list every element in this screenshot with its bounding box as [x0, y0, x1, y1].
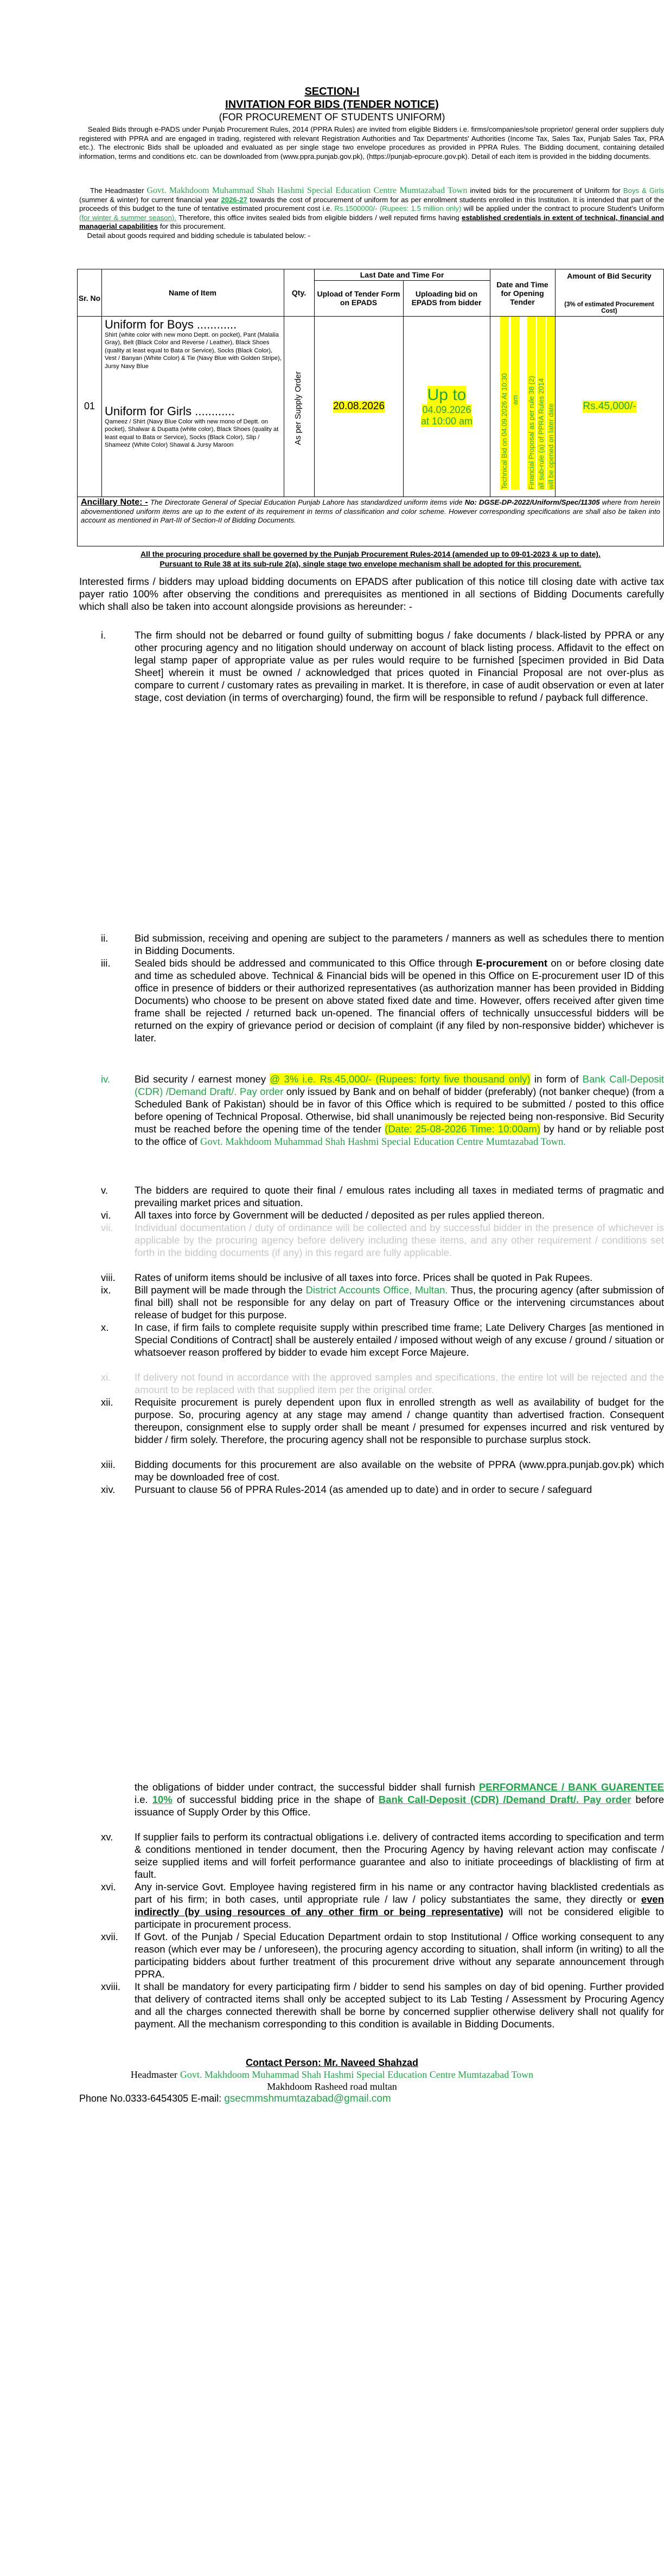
- org-name: Govt. Makhdoom Muhammad Shah Hashmi Special Education Centre Mumtazabad Town: [146, 186, 468, 195]
- boys-item-desc: Shirt (white color with new mono Deptt. on pocket), Pant (Malalia Gray), Belt (Black Color and Reverse / Leather), Black Shoes (quality at least equal to Bata or Service), Socks (Black Color), Vest / Banyan (White Color) & Tie (Navy Blue with Golden Stripe), Jursy Navy Blue: [105, 332, 282, 370]
- item-numeral: xv.: [101, 1831, 113, 1843]
- qty-value: As per Supply Order: [293, 371, 303, 445]
- condition-text: Bill payment will be made through the: [135, 1284, 303, 1296]
- intro-paragraph: [79, 125, 664, 161]
- guarantee-percent: 10%: [152, 1794, 173, 1805]
- condition-text: in form of: [534, 1073, 579, 1085]
- condition-iv: [135, 1073, 664, 1149]
- opening-technical-am: am: [511, 317, 520, 490]
- ancillary-text: The Directorate General of Special Education Punjab Lahore has standardized uniform items vide: [150, 498, 463, 506]
- rules-line-2: Pursuant to Rule 38 at its sub-rule 2(a), single stage two envelope mechanism shall be adopted for this procurement.: [159, 559, 582, 568]
- col-header-last-date: Last Date and Time For: [360, 271, 444, 279]
- item-boys: [105, 318, 282, 370]
- page-subtitle: (FOR PROCUREMENT OF STUDENTS UNIFORM): [219, 112, 445, 123]
- girls-item-desc: Qameez / Shirt (Navy Blue Color with new mono of Deptt. on pocket), Shalwar & Dupatta (white color), Black Shoes (quality at least equal to Bata or Service), Socks (Black Color), Slip / Shameez (White Color) Shawal & Jursy Maroon: [105, 418, 279, 449]
- payment-instrument: Bank Call-Deposit (CDR) /Demand Draft/. Pay order: [135, 1073, 664, 1097]
- phone-email-line: [79, 2093, 391, 2105]
- item-numeral: vi.: [101, 1209, 111, 1221]
- ancillary-text-2: where from herein abovementioned uniform items are up to the extent of its requirement in terms of classification and color scheme. However corresponding specifications are shall also be taken into account as mentioned in Part-III of Section-II of Bidding Documents.: [81, 498, 661, 524]
- row-sr: 01: [84, 401, 95, 411]
- item-numeral: xiii.: [101, 1459, 116, 1470]
- org-name: Govt. Makhdoom Muhammad Shah Hashmi Special Education Centre Mumtazabad Town.: [200, 1137, 566, 1148]
- estimated-cost: Rs.1500000/- (Rupees: 1.5 million only): [334, 204, 462, 213]
- condition-xviii: It shall be mandatory for every participating firm / bidder to send his samples on day of bid opening. Further provided that delivery of contracted items shall only be accepted subject to its Lab Testing / Assessment by Procuring Agency and all the charges connected therewith shall be borne by concerned supplier otherwise delivery shall not qualify for payment. All the mechanism corresponding to this condition is available in Bidding Documents.: [135, 1981, 664, 2030]
- condition-text: Any in-service Govt. Employee having registered firm in his name or any contractor having blacklisted credentials as part of his firm; in both cases, until appropriate rule / law / policy substantiates the same, they directly or: [135, 1881, 664, 1905]
- table-divider: [314, 280, 490, 281]
- item-numeral: i.: [101, 629, 106, 641]
- girls-item-title: Uniform for Girls ............: [105, 404, 235, 418]
- ancillary-ref: No: DGSE-DP-2022/Uniform/Spec/11305: [464, 498, 600, 506]
- item-numeral: x.: [101, 1322, 109, 1333]
- upload-date-cell: [315, 316, 403, 497]
- item-numeral: xvi.: [101, 1881, 116, 1892]
- condition-xv: If supplier fails to perform its contractual obligations i.e. delivery of contracted items according to specification and term & conditions mentioned in tender document, then the Procuring Agency by having relevant action may confiscate / seize supplied items and will forfeit performance guarantee and also to initiate proceedings of blacklisting of firm at fault.: [135, 1831, 664, 1880]
- item-numeral: xiv.: [101, 1484, 116, 1495]
- org-name: Govt. Makhdoom Muhammad Shah Hashmi Special Education Centre Mumtazabad Town: [180, 2069, 534, 2080]
- intro-highlight: (for winter & summer season).: [79, 213, 177, 222]
- item-numeral: xii.: [101, 1396, 113, 1408]
- bid-time: at 10:00 am: [420, 415, 473, 427]
- item-numeral: ii.: [101, 932, 108, 944]
- condition-xiv-start: Pursuant to clause 56 of PPRA Rules-2014 (as amended up to date) and in order to secure / safeguard: [135, 1484, 592, 1495]
- item-numeral: xi.: [101, 1371, 111, 1383]
- col-header-item: Name of Item: [169, 288, 216, 297]
- condition-xiii: Bidding documents for this procurement are also available on the website of PPRA (www.ppra.punjab.gov.pk) which may be downloaded free of cost.: [135, 1459, 664, 1483]
- opening-financial-1: Financial Proposal as per rule 38 (2): [527, 317, 536, 490]
- condition-x: In case, if firm fails to complete requisite supply within prescribed time frame; Late Delivery Charges [as mentioned in Special Conditions of Contract] shall be austerely entailed / imposed without weigh of any excuse / ground / situation or whatsoever reason proffered by bidder to evade him except Force Majeure.: [135, 1322, 664, 1358]
- upload-date: 20.08.2026: [333, 400, 385, 412]
- intro-text: for this procurement.: [159, 222, 226, 231]
- condition-ii: Bid submission, receiving and opening are subject to the parameters / manners as well as schedules there to mention in Bidding Documents.: [135, 932, 664, 956]
- performance-guarantee: PERFORMANCE / BANK GUARENTEE: [478, 1781, 664, 1793]
- bid-security-deadline: (Date: 25-08-2026 Time: 10:00am): [385, 1123, 541, 1135]
- intro-text: (summer & winter) for current financial year: [79, 195, 219, 204]
- condition-xvi: [135, 1881, 664, 1930]
- bid-security-amount-text: @ 3% i.e. Rs.45,000/- (Rupees: forty five thousand only): [270, 1073, 531, 1085]
- col-header-opening: Date and Time for Opening Tender: [496, 280, 548, 306]
- intro-text: Detail about goods required and bidding schedule is tabulated below: -: [87, 231, 310, 240]
- phone-number: Phone No.0333-6454305 E-mail:: [79, 2093, 222, 2104]
- item-numeral: iv.: [101, 1073, 111, 1085]
- condition-text: i.e.: [135, 1794, 148, 1805]
- condition-highlight: E-procurement: [476, 957, 547, 969]
- intro-text: Therefore, this office invites sealed bids from eligible bidders / well reputed firms having: [178, 213, 459, 222]
- intro-text: The Headmaster: [90, 186, 144, 195]
- item-numeral: v.: [101, 1184, 108, 1196]
- condition-text: the obligations of bidder under contract, the successful bidder shall furnish: [135, 1781, 475, 1793]
- headmaster-line: [0, 2069, 664, 2081]
- condition-text: of successful bidding price in the shape of: [176, 1794, 374, 1805]
- item-numeral: ix.: [101, 1284, 111, 1296]
- bid-schedule-table: [77, 269, 664, 546]
- item-numeral: xviii.: [101, 1981, 120, 1992]
- boys-item-title: Uniform for Boys ............: [105, 318, 237, 331]
- item-numeral: xvii.: [101, 1931, 118, 1942]
- intro-text: invited bids for the procurement of Uniform for: [470, 186, 621, 195]
- page-title: INVITATION FOR BIDS (TENDER NOTICE): [225, 99, 439, 111]
- financial-year: 2026-27: [221, 195, 247, 204]
- opening-financial-2: all sub-rule (a) of PPRA Rules 2014: [537, 317, 546, 490]
- condition-xiv-cont: [135, 1781, 664, 1818]
- condition-text: before issuance of Supply Order by this Office.: [135, 1794, 664, 1818]
- condition-i: The firm should not be debarred or found guilty of submitting bogus / fake documents / black-listed by PPRA or any other procuring agency and no litigation should underway on account of black listing process. Affidavit to the effect on legal stamp paper of appropriate value as per rules would require to be furnished [specimen provided in Bid Data Sheet] wherein it must be owned / acknowledged that prices quoted in Financial Proposal are not over-plus as compare to current / customary rates as prevailing in market. It is therefore, in case of audit observation or even at later stage, cost deviation (in terms of overcharging) found, the firm will be responsible to refund / payback full difference.: [135, 629, 664, 703]
- condition-text: will not be considered eligible to participate in procurement process.: [135, 1906, 664, 1930]
- col-header-qty: Qty.: [291, 288, 307, 297]
- address: Makhdoom Rasheed road multan: [267, 2081, 397, 2092]
- accounts-office: District Accounts Office, Multan.: [305, 1284, 448, 1296]
- condition-viii: Rates of uniform items should be inclusive of all taxes into force. Prices shall be quoted in Pak Rupees.: [135, 1272, 593, 1283]
- opening-cell: [490, 317, 555, 497]
- condition-text: Sealed bids should be addressed and communicated to this Office through: [135, 957, 473, 969]
- intro-highlight: established credentials in extent of technical, financial and managerial capabilities: [79, 213, 664, 231]
- condition-highlight: even indirectly (by using resources of any other firm or being representative): [135, 1894, 664, 1917]
- item-numeral: vii.: [101, 1222, 113, 1233]
- ancillary-label: Ancillary Note: -: [81, 498, 148, 507]
- condition-text: by hand or by reliable post to the office of: [135, 1123, 664, 1147]
- condition-text: Bid security / earnest money: [135, 1073, 266, 1085]
- bid-up-to: Up to: [427, 385, 467, 404]
- rules-line-1: All the procuring procedure shall be governed by the Punjab Procurement Rules-2014 (amended up to 09-01-2023 & up to date).: [141, 550, 601, 558]
- bid-date: 04.09.2026: [422, 404, 471, 415]
- intro-paragraph-2: [79, 186, 664, 241]
- condition-text: only issued by Bank and on behalf of bidder (preferably) (not banker cheque) (from a Scheduled Bank of Pakistan) should be in favor of this Office which is required to be submitted / posted to this office before opening of Technical Proposal. Otherwise, bid shall unanimously be rejected being non-responsive. Bid Security must be reached before the opening time of the tender: [135, 1086, 664, 1135]
- ancillary-note: [81, 498, 660, 525]
- col-header-sr: Sr. No: [78, 294, 101, 302]
- section-heading: SECTION-I: [304, 86, 360, 98]
- condition-xii: Requisite procurement is purely dependent upon flux in enrolled strength as well as availability of budget for the purpose. So, procuring agency at any stage may amend / change quantity than advertised fraction. Consequent thereupon, consignment else to supply order shall be meant / presumed for expenses incurred and risk ventured by bidder / firm solely. Therefore, the procuring agency shall not be responsible to purchase surplus stock.: [135, 1396, 664, 1445]
- condition-xvii: If Govt. of the Punjab / Special Education Department ordain to stop Institutional / Office working consequent to any reason (which ever may be / unforeseen), the procuring agency according to situation, shall inform (in writing) to all the participating bidders about further treatment of this procurement drive without any separate announcement through PPRA.: [135, 1931, 664, 1980]
- bid-security-cell: [556, 316, 663, 497]
- condition-v: The bidders are required to quote their final / emulous rates including all taxes in mediated terms of pragmatic and prevailing market prices and situation.: [135, 1184, 664, 1208]
- payment-instrument: Bank Call-Deposit (CDR) /Demand Draft/. Pay order: [378, 1794, 631, 1805]
- col-header-amount-note: (3% of estimated Procurement Cost): [564, 301, 654, 314]
- condition-ix: [135, 1284, 664, 1321]
- bid-deadline-cell: [404, 316, 490, 497]
- condition-vii: Individual documentation / duty of ordinance will be collected and by successful bidder in the presence of whichever is applicable by the procuring agency before delivery including these items, and any other requirement / conditions set forth in the bidding documents (if any) in this regard are fully applicable.: [135, 1222, 664, 1258]
- intro-text: will be applied under the contract to procure Student's Uniform: [463, 204, 664, 213]
- col-header-bid: Uploading bid on EPADS from bidder: [411, 289, 482, 307]
- email-link[interactable]: gsecmmshmumtazabad@gmail.com: [224, 2093, 391, 2104]
- headmaster-label: Headmaster: [130, 2069, 177, 2080]
- intro-text: towards the cost of procurement of uniform for as per enrollment students enrolled in this Institution. It is intended that part of the proceeds of this budget to the tune of tentative estimated procurement cost i.e.: [79, 195, 664, 213]
- item-numeral: iii.: [101, 957, 111, 969]
- opening-financial-3: will be opened on later date: [547, 317, 555, 490]
- col-header-amount: Amount of Bid Security: [567, 272, 652, 280]
- bid-security-amount: Rs.45,000/-: [583, 400, 636, 412]
- condition-vi: All taxes into force by Government will be deducted / deposited as per rules applied thereon.: [135, 1209, 545, 1221]
- col-header-upload: Upload of Tender Form on EPADS: [317, 289, 400, 307]
- contact-person: Contact Person: Mr. Naveed Shahzad: [245, 2057, 419, 2068]
- condition-text: Thus, the procuring agency (after submission of final bill) shall not be responsible for any delay on part of Treasury Office or the intervening circumstances about release of budget for this purpose.: [135, 1284, 664, 1321]
- opening-technical: Technical Bid on 04.09.2026 At 10:30: [500, 317, 509, 490]
- intro-highlight: Boys & Girls: [623, 186, 664, 195]
- lead-paragraph: Interested firms / bidders may upload bidding documents on EPADS after publication of this notice till closing date with active tax payer ratio 100% after observing the conditions and prerequisites as mentioned in all sections of Bidding Documents carefully which shall also be taken into account alongside provisions as hereunder: -: [79, 576, 664, 612]
- condition-text: on or before closing date and time as scheduled above. Technical & Financial bids will be opened in this Office on E-procurement user ID of this office in presence of bidders or their authorized representatives (as authorization manner has been provided in Bidding Documents) who choose to be present on above stated fixed date and time. However, offers received after given time frame shall be rejected / returned back un-opened. The financial offers of technically unsuccessful bidders will be returned on the expiry of grievance period or decision of complaint (if any filed by non-responsive bidder) whichever is later.: [135, 957, 664, 1044]
- item-numeral: viii.: [101, 1272, 116, 1283]
- item-girls: [105, 405, 282, 449]
- intro-text: Sealed Bids through e-PADS under Punjab Procurement Rules, 2014 (PPRA Rules) are invited from eligible Bidders i.e. firms/companies/sole proprietor/ general order suppliers duly registered with PPRA and are engaged in trading, registered with relevant Registration Authorities and Tax Departments' Authorities (Income Tax, Sales Tax, Punjab Sales Tax, PRA etc.). The electronic Bids shall be uploaded and evaluated as per single stage two envelope procedures as provided in PPRA Rules. The Bidding document, containing detailed information, terms and conditions etc. can be downloaded from (www.ppra.punjab.gov.pk), (https://punjab-eprocure.gov.pk). Detail of each item is provided in the bidding documents.: [79, 125, 664, 160]
- condition-xi: If delivery not found in accordance with the approved samples and specifications, the entire lot will be rejected and the amount to be replaced with that supplied item per the original order.: [135, 1371, 664, 1395]
- condition-iii: [135, 957, 664, 1044]
